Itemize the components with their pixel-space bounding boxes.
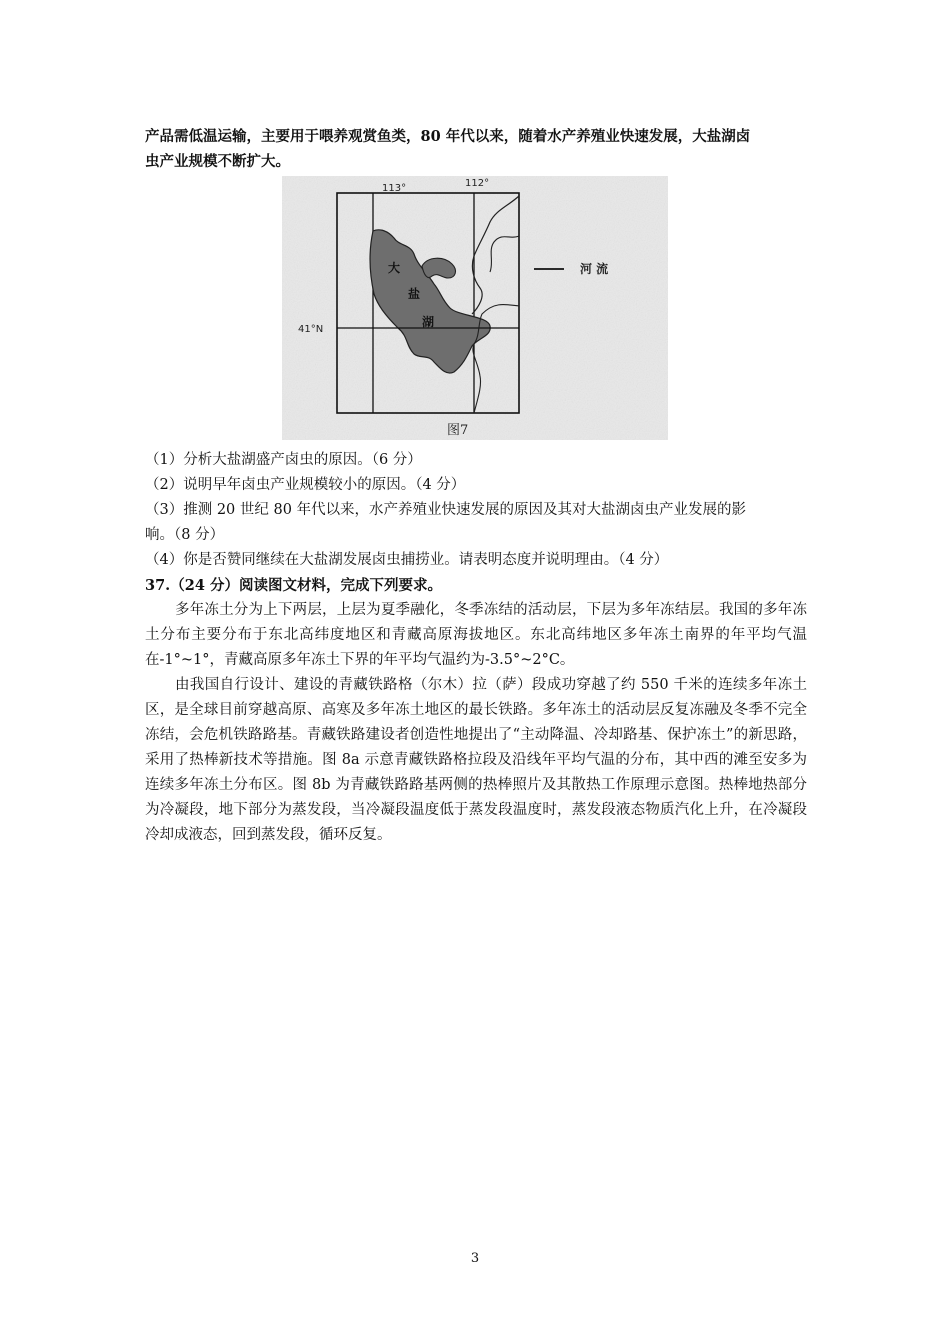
question-3-line-1: （3）推测 20 世纪 80 年代以来，水产养殖业快速发展的原因及其对大盐湖卤虫产业发展的影 bbox=[145, 502, 747, 518]
question-4: （4）你是否赞同继续在大盐湖发展卤虫捕捞业。请表明态度并说明理由。（4 分） bbox=[145, 552, 669, 568]
lon-label-113: 113° bbox=[382, 183, 407, 194]
intro-line-1: 产品需低温运输，主要用于喂养观赏鱼类，80 年代以来，随着水产养殖业快速发展，大盐湖卤 bbox=[145, 128, 751, 145]
intro-paragraph bbox=[145, 124, 807, 174]
figure-caption: 图7 bbox=[447, 423, 469, 438]
questions-block bbox=[145, 448, 807, 848]
lake-label-da: 大 bbox=[388, 261, 401, 275]
figure-7-map bbox=[282, 176, 668, 440]
page-number: 3 bbox=[470, 1251, 480, 1266]
lon-label-112: 112° bbox=[465, 178, 490, 189]
intro-line-2: 虫产业规模不断扩大。 bbox=[145, 153, 290, 170]
map-svg bbox=[282, 176, 668, 440]
legend-river-label: 河 流 bbox=[580, 262, 609, 276]
section-37-paragraph-1: 多年冻土分为上下两层，上层为夏季融化，冬季冻结的活动层，下层为多年冻结层。我国的多年冻土分布主要分布于东北高纬度地区和青藏高原海拔地区。东北高纬地区多年冻土南界的年平均气温在-1°~1°，青藏高原多年冻土下界的年平均气温约为-3.5°~2°C。 bbox=[145, 602, 807, 668]
question-2: （2）说明早年卤虫产业规模较小的原因。（4 分） bbox=[145, 477, 466, 493]
lake-label-yan: 盐 bbox=[408, 287, 421, 301]
question-1: （1）分析大盐湖盛产卤虫的原因。（6 分） bbox=[145, 452, 422, 468]
scan-grain bbox=[282, 176, 668, 440]
question-37-heading: 37.（24 分）阅读图文材料，完成下列要求。 bbox=[145, 577, 442, 594]
lat-label-41n: 41°N bbox=[298, 324, 324, 335]
section-37-paragraph-2: 由我国自行设计、建设的青藏铁路格（尔木）拉（萨）段成功穿越了约 550 千米的连续多年冻土区，是全球目前穿越高原、高寒及多年冻土地区的最长铁路。多年冻土的活动层反复冻融及冬季不完全冻结，会危机铁路路基。青藏铁路建设者创造性地提出了“主动降温、冷却路基、保护冻土”的新思路，采用了热棒新技术等措施。图 8a 示意青藏铁路格拉段及沿线年平均气温的分布，其中西的滩至安多为连续多年冻土分布区。图 8b 为青藏铁路路基两侧的热棒照片及其散热工作原理示意图。热棒地热部分为冷凝段，地下部分为蒸发段，当冷凝段温度低于蒸发段温度时，蒸发段液态物质汽化上升，在冷凝段冷却成液态，回到蒸发段，循环反复。 bbox=[145, 677, 807, 843]
question-3-line-2: 响。（8 分） bbox=[145, 527, 225, 543]
lake-label-hu: 湖 bbox=[422, 315, 435, 329]
